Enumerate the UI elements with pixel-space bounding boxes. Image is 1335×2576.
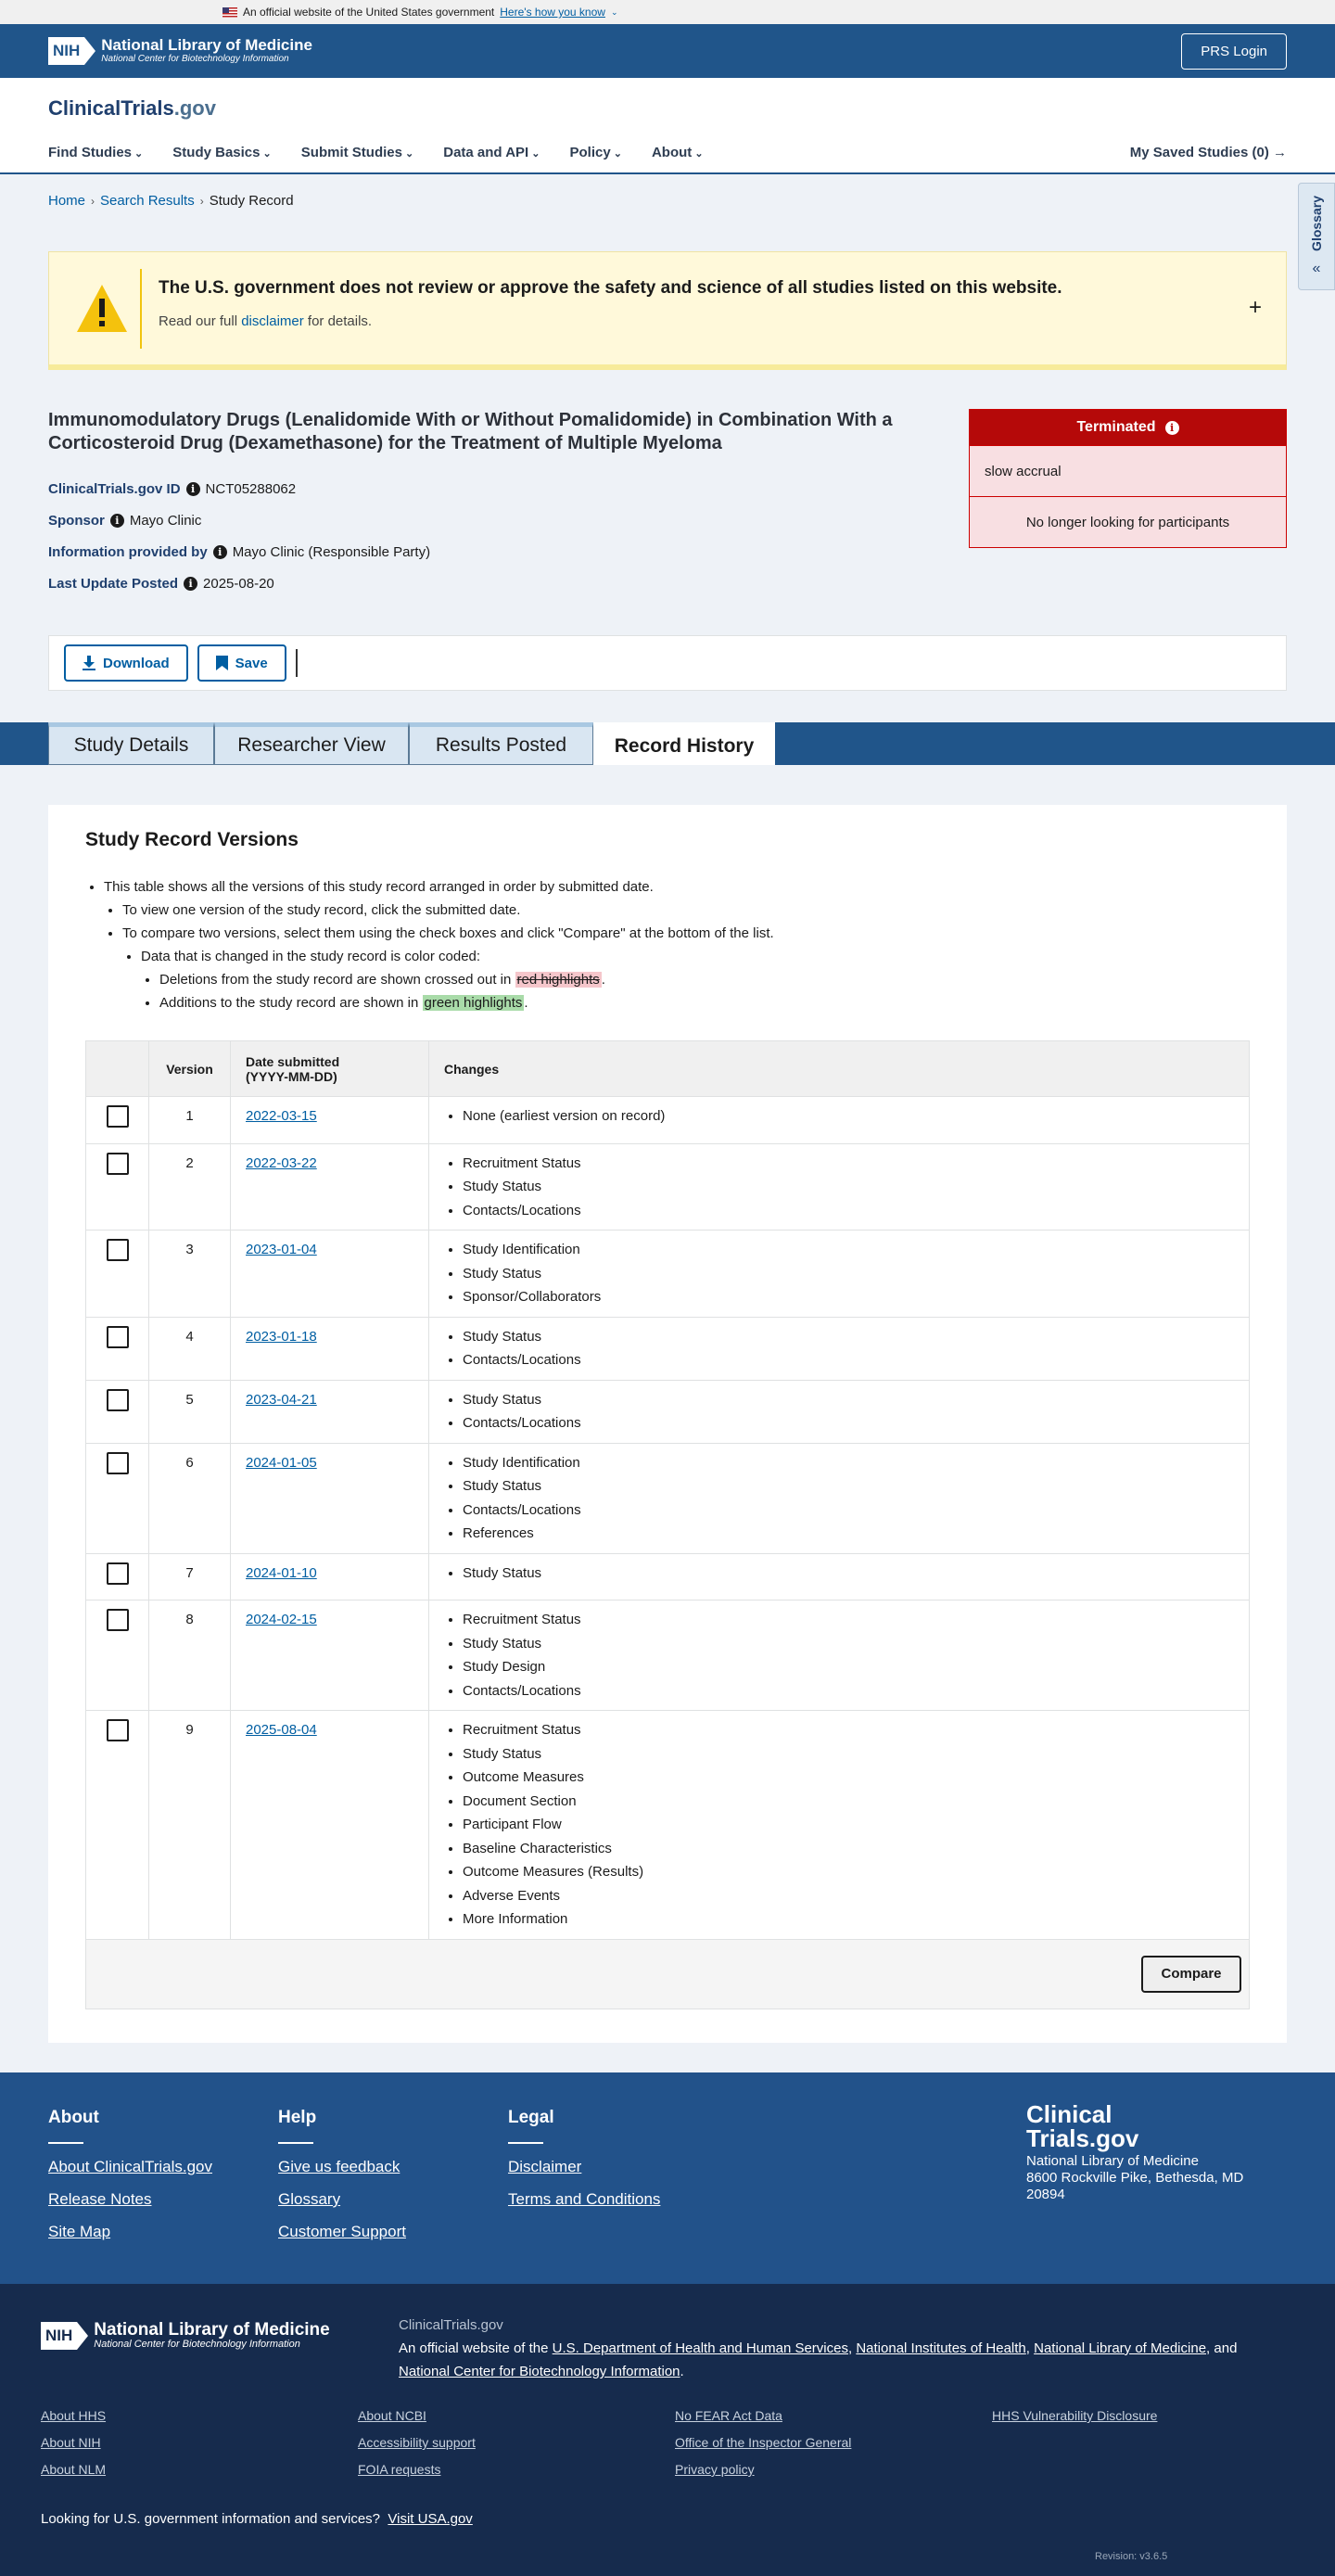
- version-date-link[interactable]: 2024-01-10: [246, 1564, 317, 1581]
- table-row: [86, 1443, 1250, 1553]
- ncbi-link[interactable]: National Center for Biotechnology Information: [399, 2364, 680, 2379]
- nlm-header: [0, 24, 1335, 78]
- info-icon[interactable]: i: [1165, 421, 1179, 435]
- version-checkbox[interactable]: [107, 1153, 129, 1175]
- version-checkbox[interactable]: [107, 1389, 129, 1411]
- col-date-submitted: Date submitted (YYYY-MM-DD): [231, 1041, 429, 1097]
- footer-link[interactable]: About NCBI: [358, 2408, 426, 2423]
- change-item: • Baseline Characteristics: [463, 1837, 1234, 1861]
- info-provided-value: Mayo Clinic (Responsible Party): [232, 544, 431, 560]
- version-date-link[interactable]: 2023-04-21: [246, 1391, 317, 1408]
- changes-cell: [429, 1711, 1250, 1940]
- footer-link[interactable]: No FEAR Act Data: [675, 2408, 782, 2423]
- version-number: 1: [149, 1097, 231, 1144]
- change-item: • References: [463, 1522, 1234, 1546]
- version-checkbox[interactable]: [107, 1562, 129, 1585]
- change-item: • Participant Flow: [463, 1813, 1234, 1837]
- version-number: 2: [149, 1143, 231, 1231]
- main-nav: [48, 145, 704, 160]
- footer-link[interactable]: Office of the Inspector General: [675, 2435, 852, 2450]
- record-history-card: [48, 805, 1287, 2043]
- study-id: NCT05288062: [205, 481, 297, 497]
- red-highlight-sample: red highlights: [516, 972, 600, 988]
- change-item: • Contacts/Locations: [463, 1411, 1234, 1435]
- version-checkbox[interactable]: [107, 1719, 129, 1741]
- version-date-link[interactable]: 2023-01-18: [246, 1328, 317, 1345]
- footer-help: Help Give us feedback Glossary Customer Support: [278, 2108, 406, 2240]
- tab-results-posted[interactable]: Results Posted: [409, 722, 593, 765]
- site-footer: [0, 2072, 1335, 2284]
- version-date-link[interactable]: 2024-02-15: [246, 1612, 317, 1627]
- nih-badge: NIH: [48, 37, 84, 65]
- study-actions-bar: [48, 635, 1287, 691]
- nlm-footer-logo[interactable]: NIH National Library of Medicine National Center for Biotechnology Information: [41, 2321, 330, 2351]
- table-row: [86, 1711, 1250, 1940]
- version-checkbox[interactable]: [107, 1609, 129, 1631]
- version-checkbox[interactable]: [107, 1239, 129, 1261]
- change-item: • Outcome Measures (Results): [463, 1860, 1234, 1884]
- version-date-link[interactable]: 2025-08-04: [246, 1722, 317, 1738]
- breadcrumb: [48, 193, 294, 209]
- nav-submit-studies[interactable]: Submit Studies ⌄: [301, 145, 413, 160]
- download-button[interactable]: Download: [64, 644, 188, 682]
- change-item: • Study Status: [463, 1388, 1234, 1412]
- status-card: [969, 409, 1287, 548]
- footer-link[interactable]: Site Map: [48, 2223, 111, 2240]
- tab-record-history[interactable]: Record History: [593, 722, 775, 765]
- nlm-logo[interactable]: [48, 36, 312, 66]
- version-date-link[interactable]: 2023-01-04: [246, 1242, 317, 1257]
- usa-gov-row: Looking for U.S. government information and services? Visit USA.gov: [41, 2511, 473, 2527]
- version-checkbox[interactable]: [107, 1326, 129, 1348]
- change-item: • Contacts/Locations: [463, 1498, 1234, 1523]
- footer-link[interactable]: About NIH: [41, 2435, 101, 2450]
- change-item: • Study Identification: [463, 1238, 1234, 1262]
- alert-body: Read our full disclaimer for details.: [159, 313, 373, 329]
- footer-link[interactable]: About ClinicalTrials.gov: [48, 2158, 212, 2175]
- change-item: • Study Status: [463, 1632, 1234, 1656]
- changes-cell: [429, 1380, 1250, 1443]
- status-label: Terminated: [1076, 419, 1156, 435]
- breadcrumb-current: Study Record: [209, 193, 294, 209]
- table-row: [86, 1380, 1250, 1443]
- version-number: 6: [149, 1443, 231, 1553]
- study-id-row: ClinicalTrials.gov ID i NCT05288062: [48, 481, 297, 497]
- compare-button[interactable]: Compare: [1141, 1956, 1241, 1993]
- change-item: • Contacts/Locations: [463, 1199, 1234, 1223]
- tab-study-details[interactable]: Study Details: [48, 722, 214, 765]
- changes-cell: [429, 1317, 1250, 1380]
- download-icon: [83, 656, 95, 670]
- expand-alert-button[interactable]: +: [1248, 295, 1262, 320]
- my-saved-studies-link[interactable]: My Saved Studies (0) →: [1129, 145, 1287, 160]
- version-checkbox[interactable]: [107, 1452, 129, 1474]
- changes-cell: [429, 1443, 1250, 1553]
- info-icon[interactable]: i: [110, 514, 124, 528]
- versions-table: [85, 1040, 1250, 2009]
- clinicaltrials-logo[interactable]: ClinicalTrials.gov: [48, 96, 216, 120]
- change-item: • None (earliest version on record): [463, 1104, 1234, 1129]
- col-changes: Changes: [429, 1041, 1250, 1097]
- usa-gov-link[interactable]: Visit USA.gov: [388, 2511, 473, 2527]
- nlm-footer: [0, 2284, 1335, 2576]
- section-heading: Study Record Versions: [85, 829, 299, 850]
- version-number: 3: [149, 1231, 231, 1318]
- breadcrumb-search-results[interactable]: Search Results: [100, 193, 195, 209]
- changes-cell: [429, 1553, 1250, 1600]
- change-item: • Study Status: [463, 1262, 1234, 1286]
- glossary-tab[interactable]: [1298, 183, 1335, 290]
- change-item: • Study Status: [463, 1562, 1234, 1586]
- green-highlight-sample: green highlights: [424, 995, 523, 1011]
- chevron-right-icon: ›: [199, 194, 204, 208]
- sponsor-value: Mayo Clinic: [129, 513, 202, 529]
- site-header: [0, 78, 1335, 174]
- last-update-value: 2025-08-20: [203, 576, 274, 592]
- change-item: • Study Design: [463, 1655, 1234, 1679]
- change-item: • Outcome Measures: [463, 1766, 1234, 1790]
- save-button[interactable]: Save: [197, 644, 286, 682]
- nlm-link[interactable]: National Library of Medicine: [1034, 2340, 1207, 2356]
- heres-how-link[interactable]: Here's how you know: [500, 6, 605, 19]
- table-row: [86, 1231, 1250, 1318]
- version-number: 8: [149, 1600, 231, 1711]
- footer-link[interactable]: Accessibility support: [358, 2435, 476, 2450]
- footer-link[interactable]: FOIA requests: [358, 2462, 441, 2477]
- gov-banner: [0, 0, 1335, 24]
- info-icon[interactable]: i: [184, 577, 197, 591]
- change-item: • Study Identification: [463, 1451, 1234, 1475]
- footer-link[interactable]: HHS Vulnerability Disclosure: [992, 2408, 1158, 2423]
- version-number: 7: [149, 1553, 231, 1600]
- nav-find-studies[interactable]: Find Studies ⌄: [48, 145, 143, 160]
- change-item: • Adverse Events: [463, 1884, 1234, 1908]
- change-item: • More Information: [463, 1907, 1234, 1932]
- nav-policy[interactable]: Policy ⌄: [570, 145, 622, 160]
- changes-cell: [429, 1600, 1250, 1711]
- study-title: Immunomodulatory Drugs (Lenalidomide With or Without Pomalidomide) in Combination With a Corticosteroid Drug (Dexamethasone) for the Treatment of Multiple Myeloma: [48, 410, 893, 453]
- table-row: [86, 1553, 1250, 1600]
- change-item: • Study Status: [463, 1474, 1234, 1498]
- double-chevron-left-icon: «: [1312, 260, 1321, 276]
- last-update-row: Last Update Posted i 2025-08-20: [48, 576, 274, 592]
- revision-label: Revision: v3.6.5: [1095, 2551, 1168, 2562]
- chevron-down-icon: ⌄: [610, 6, 618, 17]
- warning-icon: [75, 282, 129, 336]
- nav-data-and-api[interactable]: Data and API ⌄: [443, 145, 540, 160]
- version-number: 4: [149, 1317, 231, 1380]
- footer-link[interactable]: Give us feedback: [278, 2158, 400, 2175]
- gov-banner-text: An official website of the United States government: [243, 6, 495, 19]
- footer-link[interactable]: Privacy policy: [675, 2462, 755, 2477]
- col-version: Version: [149, 1041, 231, 1097]
- change-item: • Recruitment Status: [463, 1152, 1234, 1176]
- status-header: [970, 410, 1286, 445]
- nlm-subtitle: National Center for Biotechnology Information: [101, 54, 289, 64]
- version-checkbox[interactable]: [107, 1105, 129, 1128]
- us-flag-icon: [222, 7, 237, 18]
- table-row: [86, 1143, 1250, 1231]
- version-number: 5: [149, 1380, 231, 1443]
- change-item: • Study Status: [463, 1742, 1234, 1766]
- nih-link[interactable]: National Institutes of Health: [856, 2340, 1026, 2356]
- version-date-link[interactable]: 2022-03-15: [246, 1108, 317, 1124]
- change-item: • Recruitment Status: [463, 1718, 1234, 1742]
- footer-link[interactable]: About HHS: [41, 2408, 107, 2423]
- version-number: 9: [149, 1711, 231, 1940]
- tab-researcher-view[interactable]: Researcher View: [214, 722, 409, 765]
- footer-link[interactable]: Customer Support: [278, 2223, 406, 2240]
- footer-address: National Library of Medicine 8600 Rockville Pike, Bethesda, MD 20894: [1026, 2153, 1244, 2202]
- alert-headline: The U.S. government does not review or approve the safety and science of all studies listed on this website.: [159, 278, 1062, 298]
- version-date-link[interactable]: 2024-01-05: [246, 1454, 317, 1471]
- changes-cell: [429, 1097, 1250, 1144]
- info-icon[interactable]: i: [213, 545, 227, 559]
- footer-legal: Legal Disclaimer Terms and Conditions: [508, 2108, 661, 2208]
- status-reason: slow accrual: [970, 445, 1286, 496]
- footer-link[interactable]: Release Notes: [48, 2190, 152, 2208]
- table-row: [86, 1097, 1250, 1144]
- glossary-label: Glossary: [1309, 196, 1324, 251]
- footer-link[interactable]: About NLM: [41, 2462, 107, 2477]
- recruiting-status: No longer looking for participants: [970, 496, 1286, 547]
- change-item: • Study Status: [463, 1175, 1234, 1199]
- change-item: • Document Section: [463, 1790, 1234, 1814]
- nav-about[interactable]: About ⌄: [652, 145, 704, 160]
- change-item: • Sponsor/Collaborators: [463, 1285, 1234, 1309]
- breadcrumb-home[interactable]: Home: [48, 193, 86, 209]
- version-date-link[interactable]: 2022-03-22: [246, 1154, 317, 1171]
- changes-cell: [429, 1143, 1250, 1231]
- nlm-title: National Library of Medicine: [101, 36, 312, 54]
- hhs-link[interactable]: U.S. Department of Health and Human Services: [552, 2340, 848, 2356]
- bookmark-icon: [216, 656, 228, 670]
- info-provided-row: Information provided by i Mayo Clinic (Responsible Party): [48, 544, 431, 560]
- footer-logo[interactable]: Clinical Trials.gov: [1026, 2100, 1139, 2152]
- change-item: • Study Status: [463, 1325, 1234, 1349]
- table-row: [86, 1317, 1250, 1380]
- prs-login-button[interactable]: PRS Login: [1181, 33, 1287, 70]
- disclaimer-alert: [48, 251, 1287, 370]
- footer-link[interactable]: Disclaimer: [508, 2158, 582, 2175]
- info-icon[interactable]: i: [186, 482, 200, 496]
- footer-about: About About ClinicalTrials.gov Release Notes Site Map: [48, 2108, 212, 2240]
- footer-link[interactable]: Glossary: [278, 2190, 341, 2208]
- sponsor-row: Sponsor i Mayo Clinic: [48, 513, 202, 529]
- nav-study-basics[interactable]: Study Basics ⌄: [172, 145, 272, 160]
- footer-link[interactable]: Terms and Conditions: [508, 2190, 661, 2208]
- nlm-footer-description: ClinicalTrials.gov An official website of the U.S. Department of Health and Human Services, National Institutes of Health, National Library of Medicine, and National Center for Biotechnology Information.: [399, 2317, 1238, 2379]
- table-row: [86, 1600, 1250, 1711]
- chevron-right-icon: ›: [91, 194, 95, 208]
- versions-description: • This table shows all the versions of this study record arranged in order by submitted date. • To view one version of the study record, click the submitted date. • To compare two versions, select them using the check boxes and click "Compare" at the bottom of the list. • Data that is changed in the study record is color coded: • Deletions from the study record are shown crossed out in red highlights . • Additions to the study record are shown in green highlights .: [85, 875, 774, 1014]
- change-item: • Contacts/Locations: [463, 1679, 1234, 1703]
- disclaimer-link[interactable]: disclaimer: [241, 313, 304, 329]
- changes-cell: [429, 1231, 1250, 1318]
- change-item: • Recruitment Status: [463, 1608, 1234, 1632]
- change-item: • Contacts/Locations: [463, 1348, 1234, 1372]
